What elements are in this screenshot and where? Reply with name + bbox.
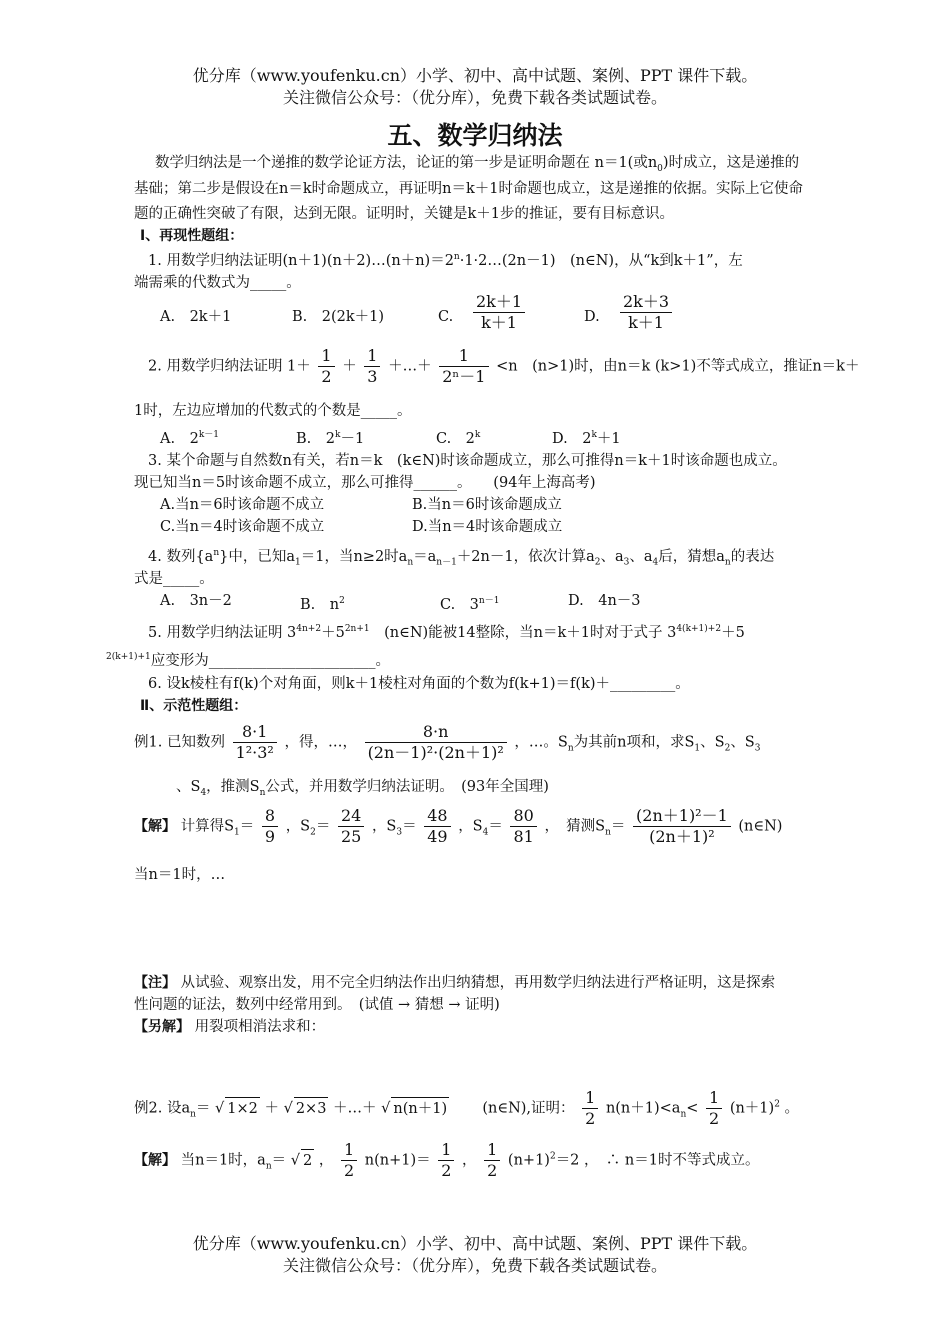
section-heading-2: Ⅱ、示范性题组：	[140, 698, 248, 714]
q2-option-a	[160, 424, 219, 450]
ex-text: (n∈N),证明：	[482, 1100, 575, 1117]
solution-label: 【解】	[134, 818, 176, 835]
section-heading-1: Ⅰ、再现性题组：	[140, 228, 244, 244]
sol-text: 当n＝1时，a	[180, 1152, 266, 1169]
q4-option-b	[300, 590, 345, 616]
example-1	[134, 722, 760, 763]
footer-line-2: 关注微信公众号：（优分库），免费下载各类试题试卷。	[282, 1256, 667, 1275]
sol-text: ＝	[488, 818, 503, 835]
fraction-numerator: 8·1	[233, 722, 277, 743]
fraction-numerator: 24	[338, 806, 364, 827]
q-sup: 2(k+1)+1	[106, 652, 151, 662]
q-sub: 4	[652, 557, 659, 568]
intro-line-1	[155, 152, 799, 180]
fraction-numerator: 8·n	[365, 722, 507, 743]
question-3-cont: 现已知当n＝5时该命题不成立，那么可推得______。 (94年上海高考)	[134, 475, 596, 491]
ex-text: n(n＋1)<a	[605, 1100, 681, 1117]
ex-text: 、S	[730, 734, 755, 751]
q2-option-d	[552, 424, 621, 450]
opt-sup: k	[335, 430, 341, 440]
q-text: <n (n>1)时，由n＝k (k>1)不等式成立，推证n＝k＋	[496, 358, 860, 375]
solution-1-cont: 当n＝1时，…	[134, 867, 226, 883]
fraction-numerator: 1	[341, 1140, 357, 1161]
sol-text: (n∈N)	[738, 818, 783, 835]
example-1-cont	[176, 776, 549, 804]
fraction-numerator: 1	[582, 1088, 598, 1109]
question-4-cont: 式是_____。	[134, 571, 214, 587]
opt-sup: n－1	[478, 596, 500, 606]
intro-text: 数学归纳法是一个递推的数学论证方法，论证的第一步是证明命题在 n＝1(或n	[155, 155, 658, 171]
opt-sup: k	[591, 430, 597, 440]
fraction-numerator: 1	[706, 1088, 722, 1109]
page-title: 五、数学归纳法	[387, 121, 563, 150]
ex-sup: 2	[774, 1099, 780, 1110]
ex-text: 例1. 已知数列	[134, 734, 225, 751]
question-3: 3. 某个命题与自然数n有关，若n＝k (k∈N)时该命题成立，那么可推得n＝k＋1时该命题也成立。	[148, 453, 787, 469]
sqrt-icon: √	[283, 1100, 293, 1117]
fraction-numerator: 2k＋1	[473, 292, 525, 313]
q4-option-d: D. 4n－3	[568, 593, 641, 609]
ex-sub: 2	[724, 743, 731, 754]
ex-sub: 1	[694, 743, 701, 754]
question-1-cont: 端需乘的代数式为_____。	[134, 275, 301, 291]
q-text: 2. 用数学归纳法证明 1＋	[148, 358, 311, 375]
sol-sub: 2	[310, 827, 316, 838]
solution-1	[134, 806, 782, 847]
opt-text: C. 2	[436, 430, 475, 447]
sol-sub: n	[605, 827, 611, 838]
q-sup: n	[213, 548, 220, 558]
sol-text: ，S	[371, 818, 397, 835]
radicand: 2×3	[294, 1097, 329, 1120]
fraction-denominator: 9	[264, 827, 276, 846]
q-text: 、a	[629, 548, 653, 565]
question-1	[148, 246, 743, 272]
ex-text: 为其前n项和，求S	[573, 734, 695, 751]
fraction-denominator: 3	[367, 367, 378, 386]
q3-option-b: B.当n＝6时该命题成立	[412, 497, 562, 513]
opt-text: B. n	[300, 596, 340, 613]
q-sub: 1	[295, 557, 301, 568]
fraction-numerator: (2n＋1)²－1	[633, 806, 731, 827]
radicand: 2	[301, 1149, 314, 1172]
ex-text: ＋	[264, 1100, 279, 1117]
sol-sub: 4	[482, 827, 489, 838]
q-text: ＋2n－1，依次计算a	[456, 548, 595, 565]
q4-option-a: A. 3n－2	[160, 593, 232, 609]
fraction-denominator: 2ⁿ－1	[442, 367, 486, 386]
fraction-numerator: 1	[439, 346, 488, 367]
q-text: 后，猜想a	[658, 548, 725, 565]
ex-sub: n	[190, 1109, 196, 1120]
ex-text: 例2. 设a	[134, 1100, 191, 1117]
fraction-denominator: 2	[441, 1161, 452, 1180]
question-2-cont: 1时，左边应增加的代数式的个数是_____。	[134, 403, 412, 419]
solution-label: 【解】	[134, 1152, 176, 1169]
fraction-denominator: 2	[487, 1161, 498, 1180]
q-sup: 4n+2	[296, 624, 322, 634]
question-2	[148, 346, 859, 387]
fraction-denominator: 25	[340, 827, 362, 846]
sol-sub: 3	[396, 827, 403, 838]
q-sup: 4(k+1)+2	[676, 624, 722, 634]
fraction-denominator: 2	[343, 1161, 355, 1180]
sol-text: ，S	[458, 818, 483, 835]
q3-option-d: D.当n＝4时该命题成立	[412, 519, 563, 535]
sol-text: ＝	[239, 818, 255, 835]
fraction-numerator: 80	[510, 806, 536, 827]
q1-option-b: B. 2(2k＋1)	[292, 309, 385, 325]
q-text: 1. 用数学归纳法证明(n＋1)(n＋2)…(n＋n)＝2	[148, 252, 454, 269]
q1-option-a: A. 2k＋1	[160, 309, 232, 325]
sol-sup: 2	[549, 1151, 556, 1162]
q-text: 应变形为_______________________。	[150, 652, 390, 669]
fraction-denominator: 81	[513, 827, 534, 846]
opt-text: B. 2	[296, 430, 335, 447]
header-line-2: 关注微信公众号：（优分库），免费下载各类试题试卷。	[282, 88, 667, 107]
sqrt-icon: √	[290, 1152, 300, 1169]
alt-text: 用裂项相消法求和：	[194, 1019, 326, 1035]
fraction-denominator: 49	[427, 827, 448, 846]
opt-sup: k－1	[198, 430, 219, 440]
note-text: 从试验、观察出发，用不完全归纳法作出归纳猜想，再用数学归纳法进行严格证明，这是探索	[180, 975, 776, 991]
note-label: 【注】	[134, 975, 176, 991]
q-text: ＋5	[321, 624, 345, 641]
q1-option-d-label: D.	[584, 309, 600, 325]
fraction-denominator: k＋1	[628, 313, 664, 332]
ex-sub: 3	[754, 743, 761, 754]
sol-sub: 1	[234, 827, 240, 838]
intro-line-3: 题的正确性突破了有限，达到无限。证明时，关键是k＋1步的推证，要有目标意识。	[134, 206, 675, 222]
opt-sup: 2	[339, 596, 345, 606]
q3-option-a: A.当n＝6时该命题不成立	[160, 497, 325, 513]
footer-line-1: 优分库（www.youfenku.cn）小学、初中、高中试题、案例、PPT 课件下载。	[192, 1234, 758, 1253]
opt-text: D. 2	[552, 430, 592, 447]
q-text: }中，已知a	[219, 548, 295, 565]
sol-text: ＝2 ， ∴ n＝1时不等式成立。	[555, 1152, 760, 1169]
sol-text: ，	[462, 1152, 477, 1169]
fraction-denominator: 2	[321, 367, 332, 386]
ex-sub: 4	[200, 787, 207, 798]
q-sub: n	[407, 557, 414, 568]
opt-text: －1	[340, 430, 365, 447]
q1-option-c-label: C.	[438, 309, 454, 325]
q1-option-c-fraction	[470, 292, 528, 333]
radicand: 1×2	[225, 1097, 260, 1120]
ex-text: ，得，…，	[284, 734, 357, 751]
ex-sub: n	[567, 743, 574, 754]
q-sup: 2n+1	[344, 624, 370, 634]
ex-sub: n	[259, 787, 266, 798]
opt-text: ＋1	[596, 430, 621, 447]
ex-text: ＝	[195, 1100, 211, 1117]
intro-subscript: 0	[657, 163, 663, 174]
ex-text: 、S	[700, 734, 725, 751]
opt-text: A. 2	[160, 430, 199, 447]
fraction-denominator: (2n－1)²·(2n＋1)²	[367, 743, 504, 762]
q3-option-c: C.当n＝4时该命题不成立	[160, 519, 325, 535]
intro-line-2: 基础；第二步是假设在n＝k时命题成立，再证明n＝k＋1时命题也成立，这是递推的依据。实际上它使命	[134, 181, 803, 197]
sol-text: 计算得S	[180, 818, 235, 835]
note-line-2: 性问题的证法，数列中经常用到。 (试值 → 猜想 → 证明)	[134, 997, 500, 1013]
question-6: 6. 设k棱柱有f(k)个对角面，则k＋1棱柱对角面的个数为f(k+1)＝f(k)＋_________。	[148, 676, 690, 692]
q-text: (n∈N)能被14整除，当n＝k＋1时对于式子 3	[369, 624, 677, 641]
q-text: 4. 数列{a	[148, 548, 214, 565]
q-text: ＝a	[413, 548, 437, 565]
q-sub: 2	[594, 557, 601, 568]
question-5	[148, 618, 745, 644]
q-text: ＋…＋	[388, 358, 432, 375]
sol-text: ，	[318, 1152, 334, 1169]
q-text: ＋5	[721, 624, 745, 641]
ex-text: ，…。S	[514, 734, 568, 751]
sol-text: ＝	[271, 1152, 287, 1169]
ex-text: 公式，并用数学归纳法证明。 (93年全国理)	[265, 779, 549, 795]
q4-option-c	[440, 590, 499, 616]
note-line-1	[134, 972, 775, 994]
question-4	[148, 542, 774, 574]
ex-text: ，推测S	[206, 779, 260, 795]
fraction-numerator: 1	[318, 346, 334, 367]
q2-option-c	[436, 424, 480, 450]
sol-sub: n	[265, 1161, 272, 1172]
q-sub: 3	[623, 557, 630, 568]
ex-text: ＋…＋	[333, 1100, 377, 1117]
question-5-cont	[106, 646, 390, 672]
q1-option-d-fraction	[617, 292, 675, 333]
q2-option-b	[296, 424, 364, 450]
ex-sub: n	[680, 1109, 687, 1120]
fraction-numerator: 48	[424, 806, 450, 827]
sqrt-icon: √	[381, 1100, 391, 1117]
fraction-numerator: 1	[364, 346, 380, 367]
sol-text: ＝	[610, 818, 626, 835]
fraction-denominator: 2	[709, 1109, 720, 1128]
q-text: 、a	[600, 548, 624, 565]
header-line-1: 优分库（www.youfenku.cn）小学、初中、高中试题、案例、PPT 课件下载。	[192, 66, 758, 85]
q-sup: n	[453, 252, 460, 262]
fraction-numerator: 8	[262, 806, 278, 827]
fraction-denominator: 1²·3²	[235, 743, 274, 762]
q-text: ＝1，当n≥2时a	[300, 548, 408, 565]
opt-sup: k	[474, 430, 481, 440]
example-2	[134, 1088, 799, 1129]
opt-text: C. 3	[440, 596, 479, 613]
q-sub: n	[724, 557, 731, 568]
alt-solution	[134, 1016, 325, 1038]
sol-text: ＝	[315, 818, 331, 835]
sqrt-icon: √	[215, 1100, 225, 1117]
fraction-numerator: 1	[438, 1140, 454, 1161]
q-text: ·1·2…(2n－1) (n∈N)，从“k到k＋1”，左	[459, 252, 743, 269]
fraction-denominator: (2n＋1)²	[649, 827, 715, 846]
sol-text: (n+1)	[507, 1152, 550, 1169]
q-sub: n－1	[436, 557, 457, 568]
fraction-denominator: 2	[585, 1109, 596, 1128]
alt-label: 【另解】	[134, 1019, 190, 1035]
sol-text: n(n+1)＝	[364, 1152, 431, 1169]
intro-text: )时成立，这是递推的	[662, 155, 800, 171]
ex-text: 。	[784, 1100, 800, 1117]
q-text: 的表达	[730, 548, 775, 565]
q-text: 5. 用数学归纳法证明 3	[148, 624, 297, 641]
sol-text: ＝	[402, 818, 417, 835]
sol-text: ，S	[285, 818, 311, 835]
sol-text: ， 猜测S	[544, 818, 606, 835]
fraction-denominator: k＋1	[481, 313, 517, 332]
ex-text: <	[686, 1100, 699, 1117]
fraction-numerator: 1	[484, 1140, 500, 1161]
radicand: n(n＋1)	[391, 1097, 449, 1120]
fraction-numerator: 2k＋3	[620, 292, 672, 313]
q-text: ＋	[342, 358, 357, 375]
solution-2	[134, 1140, 759, 1181]
ex-text: (n＋1)	[729, 1100, 775, 1117]
ex-text: 、S	[176, 779, 201, 795]
